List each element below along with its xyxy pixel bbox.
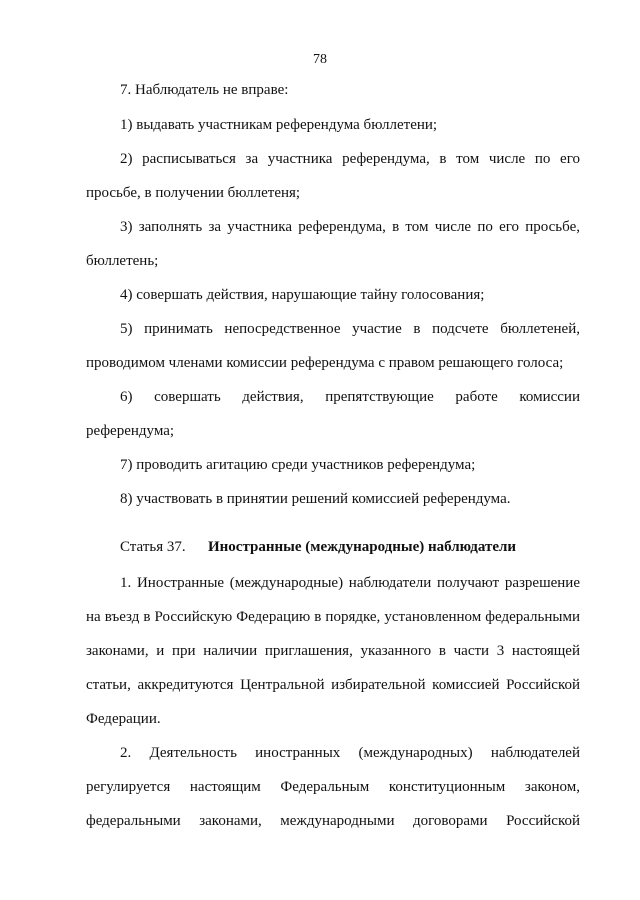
article-clause-2-line-3: федеральными законами, международными договорами Российской bbox=[86, 813, 580, 829]
list-item-5-line-1: 5) принимать непосредственное участие в подсчете бюллетеней, bbox=[120, 321, 580, 337]
article-clause-1-line-3: законами, и при наличии приглашения, указанного в части 3 настоящей bbox=[86, 643, 580, 659]
page-number: 78 bbox=[313, 52, 327, 67]
article-clause-2-line-1: 2. Деятельность иностранных (международных) наблюдателей bbox=[120, 745, 580, 761]
list-item-2-line-2: просьбе, в получении бюллетеня; bbox=[86, 185, 301, 201]
article-number: Статья 37. bbox=[120, 539, 186, 555]
paragraph-7-heading: 7. Наблюдатель не вправе: bbox=[120, 82, 289, 98]
list-item-3-line-1: 3) заполнять за участника референдума, в том числе по его просьбе, bbox=[120, 219, 580, 235]
article-clause-2-line-2: регулируется настоящим Федеральным конституционным законом, bbox=[86, 779, 580, 795]
list-item-3-line-2: бюллетень; bbox=[86, 253, 159, 269]
list-item-1: 1) выдавать участникам референдума бюллетени; bbox=[120, 117, 438, 133]
list-item-2-line-1: 2) расписываться за участника референдума, в том числе по его bbox=[120, 151, 580, 167]
list-item-5-line-2: проводимом членами комиссии референдума с правом решающего голоса; bbox=[86, 355, 564, 371]
list-item-6-line-2: референдума; bbox=[86, 423, 175, 439]
article-clause-1-line-5: Федерации. bbox=[86, 711, 161, 727]
article-clause-1-line-4: статьи, аккредитуются Центральной избирательной комиссией Российской bbox=[86, 677, 580, 693]
list-item-4: 4) совершать действия, нарушающие тайну голосования; bbox=[120, 287, 485, 303]
article-clause-1-line-1: 1. Иностранные (международные) наблюдатели получают разрешение bbox=[120, 575, 580, 591]
list-item-7: 7) проводить агитацию среди участников референдума; bbox=[120, 457, 476, 473]
article-title: Иностранные (международные) наблюдатели bbox=[208, 539, 517, 555]
article-clause-1-line-2: на въезд в Российскую Федерацию в порядке, установленном федеральными bbox=[86, 609, 580, 625]
article-heading bbox=[120, 538, 516, 556]
list-item-8: 8) участвовать в принятии решений комиссией референдума. bbox=[120, 491, 511, 507]
list-item-6-line-1: 6) совершать действия, препятствующие работе комиссии bbox=[120, 389, 580, 405]
